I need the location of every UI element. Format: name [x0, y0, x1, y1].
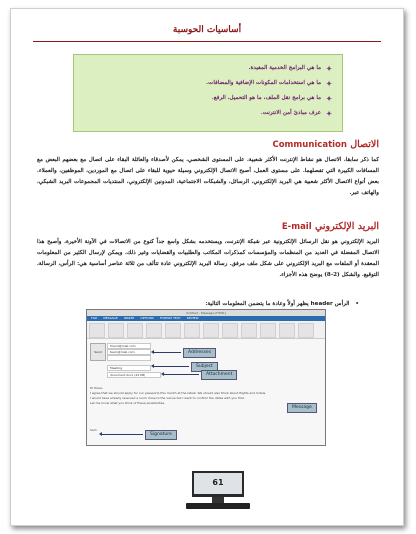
signature-text: Sam: [90, 428, 97, 432]
ribbon-button: [279, 323, 295, 338]
ribbon-button: [108, 323, 124, 338]
goal-item: ✦ ما هي برامج نقل الملف، ما هو التحميل، الرفع.: [80, 91, 332, 106]
callout-arrow: [163, 374, 199, 375]
ribbon-button: [298, 323, 314, 338]
menu-item: REVIEW: [186, 316, 199, 320]
ribbon-button: [184, 323, 200, 338]
menu-item: FILE: [91, 316, 98, 320]
section-title-email: البريد الإلكتروني E-mail: [281, 221, 379, 232]
page-number-monitor: [186, 471, 250, 513]
attachment-field: document.docx (24 KB): [107, 372, 161, 378]
goal-item: ✦ ما هي استخدامات المكونات الإضافية والمضافات.: [80, 76, 332, 91]
header-bullet: • الرأس header يظهر أولاً وعادة ما يتضمن المعلومات التالية:: [205, 301, 359, 307]
page-header-title: أساسيات الحوسبة: [172, 25, 242, 35]
callout-message: Message: [287, 403, 317, 413]
menu-item: FORMAT TEXT: [159, 316, 181, 320]
header-rule: [33, 41, 381, 42]
menu-item: INSERT: [123, 316, 135, 320]
monitor-base: [186, 503, 250, 509]
ribbon-button: [222, 323, 238, 338]
ribbon-button: [89, 323, 105, 338]
email-paragraph: البريد الإلكتروني هو نقل الرسائل الإلكترونية عبر شبكة الإنترنت، ويستخدمه بشكل واسع جداً كنوع من الاتصالات في الآونة الأخيرة، وأصبح هذا الاتصال المفضلة في العديد من المنظمات والمؤسسات كمذكرات المكاتب والطلبيات والقضايات وغير ذلك، ويمكن لإرسال الكثير من المعلومات المعقدة أو الملفات مع البريد الإلكتروني على شكل ملف مرفق. رسالة البريد الإلكتروني عادة تتألف من ثلاثة عناصر أساسية هي: الرأس، الرسالة، التوقيع. والشكل (2-8) يوضح هذه الأجزاء.: [37, 239, 379, 278]
ribbon-button: [203, 323, 219, 338]
menu-item: MESSAGE: [103, 316, 118, 320]
callout-arrow: [153, 366, 189, 367]
ribbon-button: [241, 323, 257, 338]
callout-arrow: [153, 352, 181, 353]
pin-bullet-icon: ✦: [326, 109, 332, 118]
callout-addresses: Addresses: [183, 348, 216, 358]
window-title: Untitled - Message (HTML): [87, 310, 325, 316]
cc-field: team@mail.com: [107, 349, 151, 355]
goal-item: ✦ ما هي البرامج الخدمية المفيدة.: [80, 61, 332, 76]
pin-bullet-icon: ✦: [326, 94, 332, 103]
send-button: Send: [90, 343, 106, 361]
pin-bullet-icon: ✦: [326, 64, 332, 73]
ribbon: [87, 321, 325, 339]
subject-field: Meeting: [107, 365, 151, 371]
ribbon-button: [260, 323, 276, 338]
menu-item: OPTIONS: [140, 316, 154, 320]
goal-item: ✦ عرف مبادئ أمن الانترنت.: [80, 106, 332, 121]
callout-subject: Subject: [191, 362, 218, 372]
message-body: Hi there, I agree that we should apply for our passports this month at the latest. We should also think about flights and hotels. I would have already reserved a room close to the venue but I want to confirm the dates with you first. Let me know what you think of these possibilities.: [90, 386, 267, 405]
document-page: [10, 8, 404, 526]
callout-attachment: Attachment: [201, 370, 237, 380]
communication-paragraph: كما ذكر سابقا، الاتصال هو نشاط الإنترنت الأكثر شعبية، على المستوى الشخصي، يمكن لأصدقاء والعائلة البقاء على اتصال مع بعضهم البعض مع المسافات الكبيرة التي تفصلهما. على مستوى العمل، أصبح الاتصال الإلكتروني وسيلة حيوية للبقاء على اتصال مع الموردين، الموظفين، والعملاء. بعض أنواع الاتصال الأكثر شعبية هي البريد الإلكتروني، الرسائل، والشبكات الاجتماعية، المدونين الإلكتروني، المنتديات المجموعات البريد الشبكي، والهاتف عبر.: [37, 157, 379, 196]
learning-goals-box: [73, 54, 343, 132]
bullet-dot-icon: •: [355, 301, 359, 307]
to-field: friend@mail.com: [107, 343, 151, 349]
pin-bullet-icon: ✦: [326, 79, 332, 88]
section-title-communication: الاتصال Communication: [272, 139, 379, 150]
ribbon-button: [127, 323, 143, 338]
page-number: 61: [192, 471, 244, 497]
bcc-field: [107, 355, 151, 361]
ribbon-button: [165, 323, 181, 338]
callout-signature: Signature: [145, 430, 177, 440]
ribbon-button: [146, 323, 162, 338]
callout-arrow: [101, 434, 143, 435]
email-screenshot-figure: [86, 309, 326, 446]
